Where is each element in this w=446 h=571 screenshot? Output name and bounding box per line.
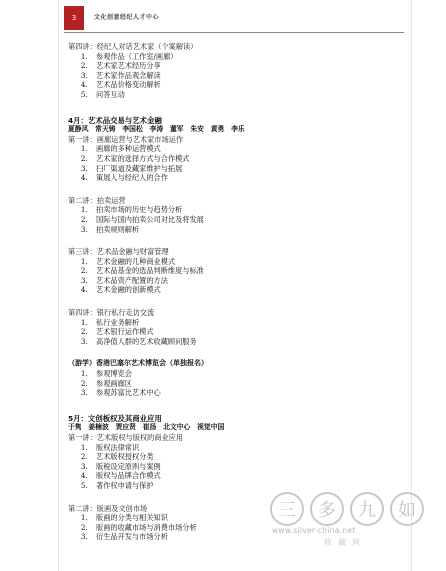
- list-item: 3. 衍生品开发与市场分析: [90, 532, 398, 542]
- list-item: 3. 拍卖规则解析: [90, 225, 398, 235]
- lecture-list: [68, 257, 398, 295]
- list-item: 2. 艺术家艺术经历分享: [90, 61, 398, 71]
- list-item: 5. 著作权申请与保护: [90, 481, 398, 491]
- lecture-heading: 第一讲：艺术版权与版权的商业应用: [68, 433, 184, 442]
- list-item: 1. 参观博览会: [90, 369, 398, 379]
- header-rule: [64, 32, 404, 33]
- watermark-char: 九: [350, 492, 384, 526]
- lecture-list: [68, 318, 398, 347]
- list-item: 3. 版税设定原则与案例: [90, 462, 398, 472]
- list-item: 2. 国际与国内拍卖公司对比及将发展: [90, 215, 398, 225]
- lecture-heading: 第一讲：画廊运营与艺术家市场运作: [68, 134, 184, 144]
- list-item: 2. 版画的收藏市场与消费市场分析: [90, 523, 398, 533]
- lecture-heading: 第四讲：经纪人对话艺术家（个案解读）: [68, 42, 198, 51]
- list-item: 3. 扫厂渠道及藏家维护与拓展: [90, 164, 398, 174]
- lecture-heading: 第二讲：版画及文创市场: [68, 503, 148, 513]
- list-item: 2. 艺术版权授权分类: [90, 452, 398, 462]
- document-content: [68, 42, 398, 542]
- list-item: 1. 参观作品（工作室/画廊）: [90, 52, 398, 62]
- teachers-line: 于隽 姜楠波 贾应贤 崔扬 北文中心 视觉中国: [68, 423, 225, 432]
- list-item: 2. 艺术家的选择方式与合作模式: [90, 154, 398, 164]
- list-item: 1. 拍卖市场的历史与趋势分析: [90, 205, 398, 215]
- tour-list: [68, 369, 398, 398]
- lecture-heading: 第二讲：拍卖运营: [68, 195, 126, 205]
- list-item: 1. 艺术金融的几种商业模式: [90, 257, 398, 267]
- watermark-url: www.silver-china.net: [272, 526, 356, 535]
- watermark-char: 多: [310, 492, 344, 526]
- list-item: 4. 艺术金融的创新模式: [90, 285, 398, 295]
- lecture-heading: 第三讲：艺术品金融与财富管理: [68, 247, 169, 257]
- list-item: 4. 版权与品牌合作模式: [90, 471, 398, 481]
- list-item: 3. 高净值人群的艺术收藏顾问服务: [90, 337, 398, 347]
- teachers-line: 夏静风 常天铸 李国松 李涛 董军 朱安 黄勇 李乐: [68, 125, 245, 134]
- lecture-list: [68, 205, 398, 234]
- watermark-char: 如: [390, 492, 424, 526]
- page-header: [58, 6, 410, 32]
- month-heading: 5月：文创板权及其商业应用: [68, 413, 162, 423]
- lecture-heading: 第四讲：银行私行走访交流: [68, 308, 155, 318]
- list-item: 3. 艺术家作品观念解读: [90, 71, 398, 81]
- list-item: 4. 艺术品价格变动解析: [90, 80, 398, 90]
- list-item: 3. 艺术品资产配置的方法: [90, 276, 398, 286]
- watermark-char: 三: [270, 492, 304, 526]
- list-item: 2. 艺术银行运作模式: [90, 327, 398, 337]
- list-item: 2. 参观画廊区: [90, 379, 398, 389]
- tour-heading: （游学）香港巴塞尔艺术博览会（单独报名）: [68, 359, 208, 368]
- lecture-list: [68, 443, 398, 491]
- watermark-subtitle: 收藏网: [324, 538, 366, 547]
- list-item: 1. 画廊的多种运营模式: [90, 144, 398, 154]
- list-item: 1. 版画的分类与相关知识: [90, 513, 398, 523]
- lecture-list: [68, 144, 398, 182]
- list-item: 1. 私行业务解析: [90, 318, 398, 328]
- lecture-list: [68, 52, 398, 100]
- list-item: 1. 版权法律常识: [90, 443, 398, 453]
- list-item: 3. 参观苏富比艺术中心: [90, 388, 398, 398]
- header-title: 文化创意经纪人才中心: [94, 14, 160, 21]
- list-item: 2. 艺术品基金的选品判断维度与标准: [90, 266, 398, 276]
- list-item: 5. 问答互动: [90, 90, 398, 100]
- lecture-list: [68, 513, 398, 542]
- list-item: 4. 策展人与经纪人的合作: [90, 173, 398, 183]
- page-number-badge: 3: [64, 6, 84, 30]
- month-heading: 4月：艺术品交易与艺术金融: [68, 115, 162, 125]
